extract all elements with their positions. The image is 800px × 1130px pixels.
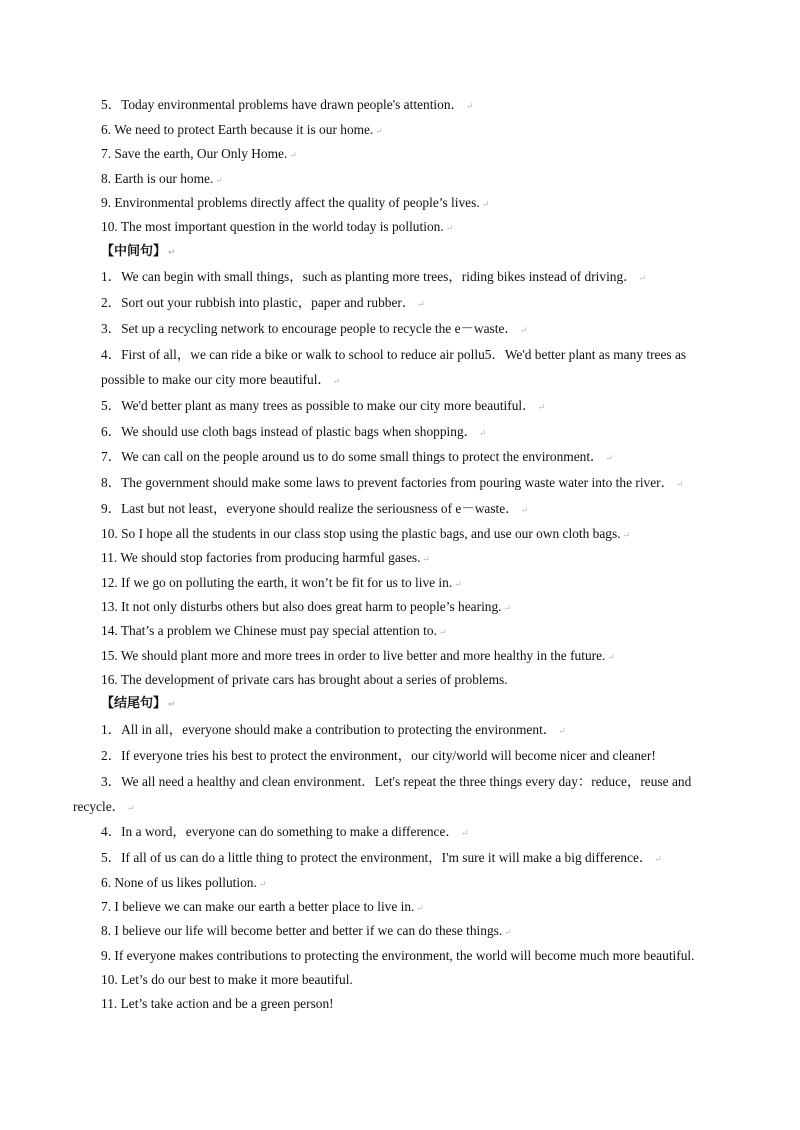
sentence-line: 4．First of all，we can ride a bike or walk to school to reduce air pollu5．We'd better plant as many trees as	[101, 347, 687, 362]
sentence-line: recycle． ↵	[73, 799, 135, 814]
sentence-line: 1．We can begin with small things，such as planting more trees，riding bikes instead of driving． ↵	[101, 269, 647, 284]
section-heading-middle: 【中间句】 ↵	[101, 244, 176, 259]
section-heading-ending: 【结尾句】 ↵	[101, 696, 176, 711]
sentence-line: 7．We can call on the people around us to do some small things to protect the environment． ↵	[101, 449, 613, 464]
sentence-line: 2．If everyone tries his best to protect the environment，our city/world will become nicer and cleaner!	[101, 748, 656, 763]
sentence-line: 5．If all of us can do a little thing to protect the environment，I'm sure it will make a big difference． ↵	[101, 850, 662, 865]
sentence-line: 2．Sort out your rubbish into plastic，paper and rubber． ↵	[101, 295, 425, 310]
sentence-line: 7. Save the earth, Our Only Home. ↵	[101, 146, 297, 161]
sentence-line: 6. We need to protect Earth because it is our home. ↵	[101, 122, 383, 137]
sentence-line: 8．The government should make some laws to prevent factories from pouring waste water into the river． ↵	[101, 475, 684, 490]
sentence-line: 10. So I hope all the students in our class stop using the plastic bags, and use our own cloth bags. ↵	[101, 526, 631, 541]
sentence-line: 3．Set up a recycling network to encourage people to recycle the e－waste． ↵	[101, 321, 528, 336]
sentence-line: 5．We'd better plant as many trees as possible to make our city more beautiful． ↵	[101, 398, 546, 413]
sentence-line: 9. If everyone makes contributions to protecting the environment, the world will become much more beautiful.	[101, 948, 695, 963]
sentence-line: 4．In a word，everyone can do something to make a difference． ↵	[101, 824, 469, 839]
sentence-line: 16. The development of private cars has brought about a series of problems.	[101, 672, 508, 687]
sentence-line: possible to make our city more beautiful． ↵	[101, 372, 341, 387]
sentence-line: 8. I believe our life will become better and better if we can do these things. ↵	[101, 923, 512, 938]
sentence-line: 12. If we go on polluting the earth, it won’t be fit for us to live in. ↵	[101, 575, 462, 590]
sentence-line: 7. I believe we can make our earth a better place to live in. ↵	[101, 899, 424, 914]
sentence-line: 3．We all need a healthy and clean environment．Let's repeat the three things every day：reduce，reuse and	[101, 774, 692, 789]
sentence-line: 15. We should plant more and more trees in order to live better and more healthy in the future. ↵	[101, 648, 615, 663]
sentence-line: 9．Last but not least，everyone should realize the seriousness of e－waste． ↵	[101, 501, 529, 516]
sentence-line: 10. The most important question in the world today is pollution. ↵	[101, 219, 454, 234]
sentence-line: 13. It not only disturbs others but also does great harm to people’s hearing. ↵	[101, 599, 512, 614]
sentence-line: 11. We should stop factories from producing harmful gases. ↵	[101, 550, 431, 565]
sentence-line: 14. That’s a problem we Chinese must pay special attention to. ↵	[101, 623, 447, 638]
sentence-line: 10. Let’s do our best to make it more beautiful.	[101, 972, 353, 987]
sentence-line: 1．All in all，everyone should make a contribution to protecting the environment． ↵	[101, 722, 566, 737]
sentence-line: 11. Let’s take action and be a green person!	[101, 996, 334, 1011]
sentence-line: 6．We should use cloth bags instead of plastic bags when shopping． ↵	[101, 424, 487, 439]
sentence-line: 6. None of us likes pollution. ↵	[101, 875, 267, 890]
sentence-line: 5．Today environmental problems have drawn people's attention． ↵	[101, 97, 474, 112]
sentence-line: 8. Earth is our home. ↵	[101, 171, 223, 186]
sentence-line: 9. Environmental problems directly affect the quality of people’s lives. ↵	[101, 195, 490, 210]
